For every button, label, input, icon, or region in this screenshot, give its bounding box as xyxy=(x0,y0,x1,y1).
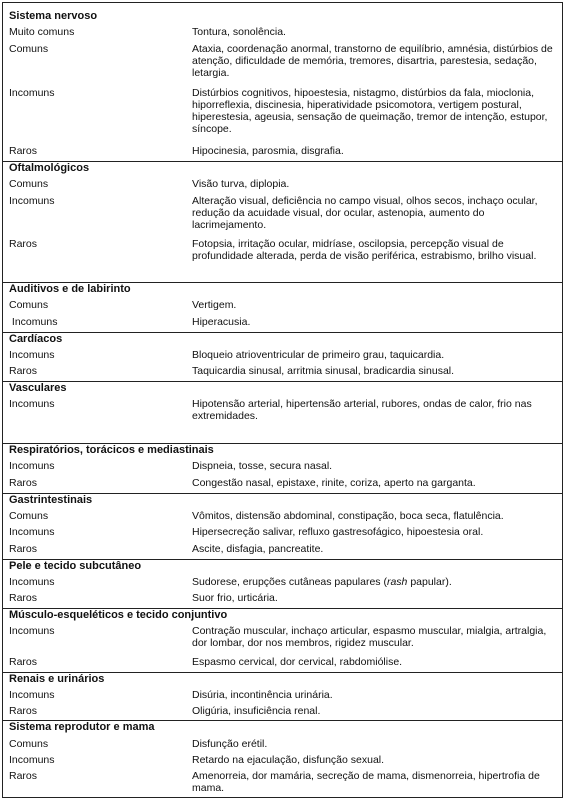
reaction-description: Amenorreia, dor mamária, secreção de mama, dismenorreia, hipertrofia de mama. xyxy=(192,770,540,794)
section-separator xyxy=(3,381,562,382)
frequency-label: Comuns xyxy=(9,510,49,522)
frequency-label: Raros xyxy=(9,238,38,250)
reaction-description: Vômitos, distensão abdominal, constipação, boca seca, flatulência. xyxy=(192,510,504,522)
reaction-description: Ascite, disfagia, pancreatite. xyxy=(192,543,324,555)
reaction-description: Hipotensão arterial, hipertensão arterial, rubores, ondas de calor, frio nas extremidades. xyxy=(192,398,532,422)
reaction-description: Hipersecreção salivar, refluxo gastresofágico, hipoestesia oral. xyxy=(192,526,484,538)
section-heading: Cardíacos xyxy=(9,333,63,345)
reaction-description: Hiperacusia. xyxy=(192,316,251,328)
frequency-label: Raros xyxy=(9,477,38,489)
reaction-description: Disúria, incontinência urinária. xyxy=(192,689,333,701)
section-separator xyxy=(3,332,562,333)
frequency-label: Incomuns xyxy=(9,526,55,538)
section-heading: Sistema nervoso xyxy=(9,10,98,22)
frequency-label: Raros xyxy=(9,365,38,377)
frequency-label: Raros xyxy=(9,705,38,717)
reaction-description: Alteração visual, deficiência no campo visual, olhos secos, inchaço ocular, redução da acuidade visual, dor ocular, astenopia, aumento do lacrimejamento. xyxy=(192,195,538,231)
frequency-label: Incomuns xyxy=(9,576,55,588)
frequency-label: Comuns xyxy=(9,178,49,190)
frequency-label: Incomuns xyxy=(9,398,55,410)
section-heading: Músculo-esqueléticos e tecido conjuntivo xyxy=(9,609,228,621)
reaction-description: Oligúria, insuficiência renal. xyxy=(192,705,321,717)
reaction-description: Fotopsia, irritação ocular, midríase, oscilopsia, percepção visual de profundidade alterada, perda de visão periférica, estrabismo, brilho visual. xyxy=(192,238,537,262)
reaction-description: Disfunção erétil. xyxy=(192,738,268,750)
section-heading: Sistema reprodutor e mama xyxy=(9,721,155,733)
section-heading: Gastrintestinais xyxy=(9,494,93,506)
frequency-label: Incomuns xyxy=(9,349,55,361)
frequency-label: Incomuns xyxy=(9,87,55,99)
frequency-label: Incomuns xyxy=(9,460,55,472)
frequency-label: Raros xyxy=(9,592,38,604)
reaction-description: Vertigem. xyxy=(192,299,237,311)
frequency-label: Raros xyxy=(9,543,38,555)
reaction-description: Taquicardia sinusal, arritmia sinusal, bradicardia sinusal. xyxy=(192,365,455,377)
frequency-label: Incomuns xyxy=(9,689,55,701)
reaction-description: Sudorese, erupções cutâneas papulares (rash papular). xyxy=(192,576,452,588)
frequency-label: Muito comuns xyxy=(9,26,75,38)
frequency-label: Incomuns xyxy=(9,625,55,637)
reaction-description: Hipocinesia, parosmia, disgrafia. xyxy=(192,145,344,157)
section-heading: Pele e tecido subcutâneo xyxy=(9,560,142,572)
section-heading: Auditivos e de labirinto xyxy=(9,283,131,295)
section-heading: Renais e urinários xyxy=(9,673,105,685)
frequency-label: Raros xyxy=(9,770,38,782)
reaction-description: Contração muscular, inchaço articular, espasmo muscular, mialgia, artralgia, dor lombar, dor nos membros, rigidez muscular. xyxy=(192,625,547,649)
frequency-label: Comuns xyxy=(9,299,49,311)
reaction-description: Bloqueio atrioventricular de primeiro grau, taquicardia. xyxy=(192,349,445,361)
adverse-reactions-table xyxy=(2,2,563,798)
reaction-description: Retardo na ejaculação, disfunção sexual. xyxy=(192,754,385,766)
reaction-description: Dispneia, tosse, secura nasal. xyxy=(192,460,333,472)
reaction-description: Visão turva, diplopia. xyxy=(192,178,290,190)
frequency-label: Comuns xyxy=(9,43,49,55)
frequency-label: Incomuns xyxy=(9,316,58,328)
reaction-description: Suor frio, urticária. xyxy=(192,592,278,604)
reaction-description: Tontura, sonolência. xyxy=(192,26,286,38)
reaction-description: Congestão nasal, epistaxe, rinite, coriza, aperto na garganta. xyxy=(192,477,476,489)
section-heading: Oftalmológicos xyxy=(9,162,90,174)
reaction-description: Espasmo cervical, dor cervical, rabdomiólise. xyxy=(192,656,403,668)
frequency-label: Raros xyxy=(9,145,38,157)
section-heading: Vasculares xyxy=(9,382,67,394)
frequency-label: Incomuns xyxy=(9,195,55,207)
reaction-description: Ataxia, coordenação anormal, transtorno de equilíbrio, amnésia, distúrbios de atenção, dificuldade de memória, tremores, disartria, parestesia, sedação, letargia. xyxy=(192,43,553,79)
frequency-label: Raros xyxy=(9,656,38,668)
section-heading: Respiratórios, torácicos e mediastinais xyxy=(9,444,214,456)
reaction-description: Distúrbios cognitivos, hipoestesia, nistagmo, distúrbios da fala, mioclonia, hiporreflexia, discinesia, hiperatividade psicomotora, vertigem postural, hiperestesia, ageusia, sensação de queimação, tremor de intenção, estupor, síncope. xyxy=(192,87,548,135)
frequency-label: Comuns xyxy=(9,738,49,750)
frequency-label: Incomuns xyxy=(9,754,55,766)
